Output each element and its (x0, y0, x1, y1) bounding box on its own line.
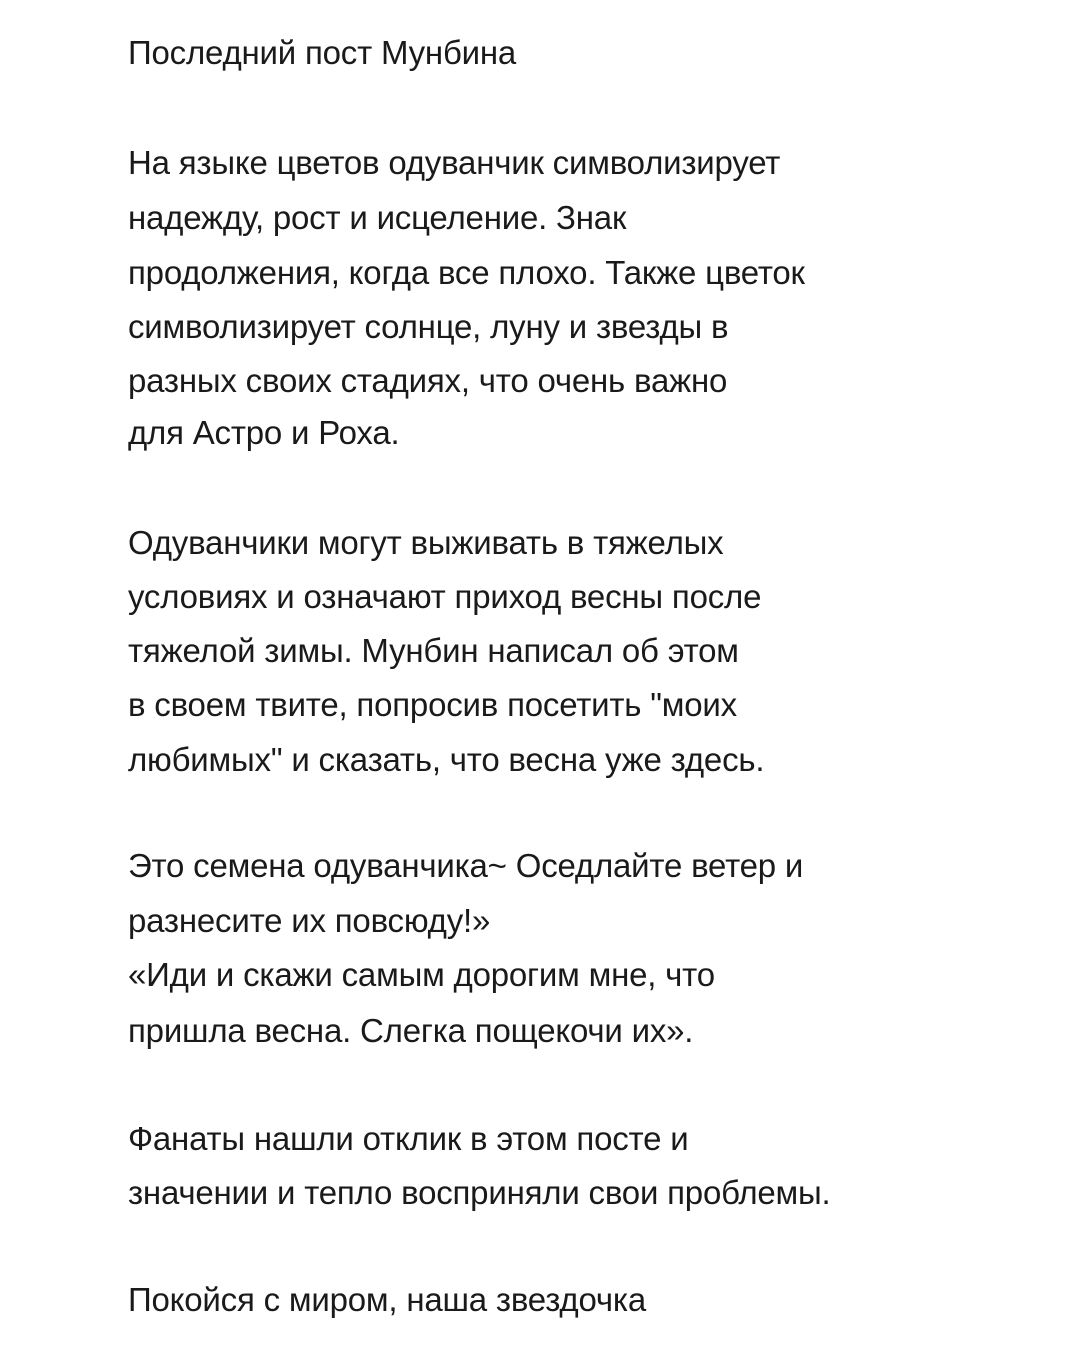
paragraph-2-line-2: условиях и означают приход весны после (128, 578, 762, 615)
closing-line: Покойся с миром, наша звездочка (128, 1281, 647, 1318)
paragraph-1-line-3: продолжения, когда все плохо. Также цветок (128, 254, 805, 291)
post-title: Последний пост Мунбина (128, 34, 517, 71)
paragraph-4-line-1: Фанаты нашли отклик в этом посте и (128, 1120, 689, 1157)
paragraph-2-line-5: любимых" и сказать, что весна уже здесь. (128, 741, 765, 778)
paragraph-3-line-3: «Иди и скажи самым дорогим мне, что (128, 956, 715, 993)
paragraph-2-line-4: в своем твите, попросив посетить "моих (128, 686, 737, 723)
paragraph-2-line-3: тяжелой зимы. Мунбин написал об этом (128, 632, 739, 669)
paragraph-1-line-1: На языке цветов одуванчик символизирует (128, 144, 781, 181)
paragraph-1-line-6: для Астро и Роха. (128, 414, 400, 451)
paragraph-1-line-2: надежду, рост и исцеление. Знак (128, 199, 627, 236)
paragraph-2-line-1: Одуванчики могут выживать в тяжелых (128, 524, 724, 561)
paragraph-3-line-2: разнесите их повсюду!» (128, 902, 491, 939)
paragraph-1-line-4: символизирует солнце, луну и звезды в (128, 308, 729, 345)
paragraph-4-line-2: значении и тепло восприняли свои проблемы. (128, 1174, 831, 1211)
paragraph-3-line-4: пришла весна. Слегка пощекочи их». (128, 1012, 694, 1049)
paragraph-3-line-1: Это семена одуванчика~ Оседлайте ветер и (128, 847, 804, 884)
paragraph-1-line-5: разных своих стадиях, что очень важно (128, 362, 728, 399)
